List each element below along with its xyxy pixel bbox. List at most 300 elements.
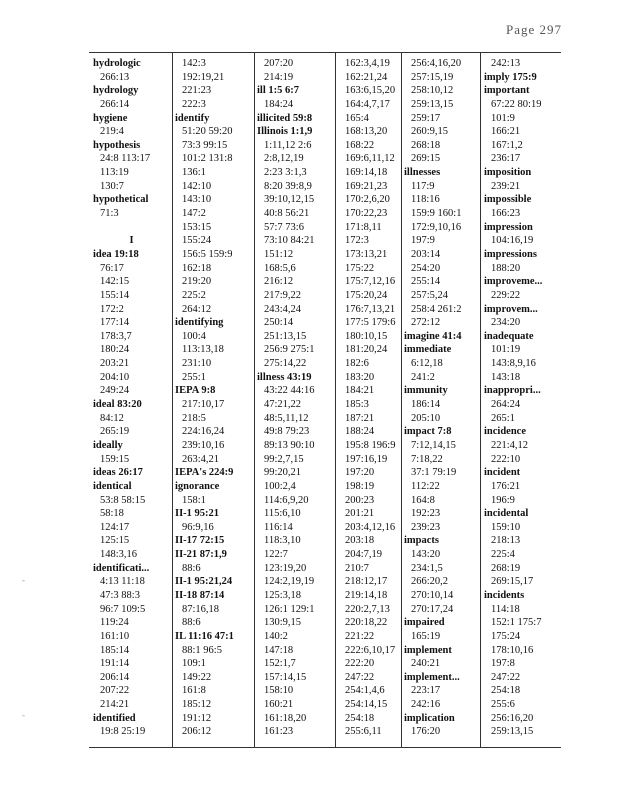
index-reference: 84:12 xyxy=(100,412,124,424)
index-reference: 101:19 xyxy=(491,344,521,356)
index-term: illness 43:19 xyxy=(257,371,312,383)
index-term: identified xyxy=(93,712,136,724)
index-reference: 219:4 xyxy=(100,126,124,138)
index-term: ignorance xyxy=(175,480,220,492)
index-reference: 136:1 xyxy=(182,167,206,179)
index-term: hygiene xyxy=(93,112,128,124)
index-reference: 114:6,9,20 xyxy=(264,494,309,506)
index-reference: 43:22 44:16 xyxy=(264,385,315,397)
index-reference: 222:3 xyxy=(182,98,206,110)
index-term: immediate xyxy=(404,344,452,356)
column-divider xyxy=(401,53,402,747)
index-reference: 157:14,15 xyxy=(264,671,307,683)
index-reference: 156:5 159:9 xyxy=(182,248,233,260)
index-term: improvem... xyxy=(484,303,538,315)
index-reference: 165:4 xyxy=(345,112,369,124)
index-reference: 73:10 84:21 xyxy=(264,235,315,247)
index-reference: 224:16,24 xyxy=(182,426,225,438)
index-term: ideal 83:20 xyxy=(93,399,142,411)
index-reference: 148:3,16 xyxy=(100,549,138,561)
index-reference: 260:9,15 xyxy=(411,126,449,138)
index-reference: 176:7,13,21 xyxy=(345,303,396,315)
index-reference: 257:15,19 xyxy=(411,71,454,83)
index-reference: 161:18,20 xyxy=(264,712,307,724)
index-reference: 2:8,12,19 xyxy=(264,153,304,165)
index-reference: 124:2,19,19 xyxy=(264,576,315,588)
index-reference: 88:6 xyxy=(182,617,201,629)
index-reference: 265:1 xyxy=(491,412,515,424)
index-reference: 71:3 xyxy=(100,208,119,220)
index-reference: 155:14 xyxy=(100,289,130,301)
index-reference: 126:1 129:1 xyxy=(264,603,315,615)
index-term: impact 7:8 xyxy=(404,426,452,438)
index-term: impressions xyxy=(484,248,537,260)
index-reference: 222:10 xyxy=(491,453,521,465)
margin-mark: - xyxy=(22,575,25,585)
index-reference: 163:6,15,20 xyxy=(345,85,396,97)
index-reference: 197:9 xyxy=(411,235,435,247)
index-reference: 164:8 xyxy=(411,494,435,506)
index-term: imposition xyxy=(484,167,532,179)
index-reference: 172:2 xyxy=(100,303,124,315)
index-reference: 254:20 xyxy=(411,262,441,274)
index-reference: 99:20,21 xyxy=(264,467,302,479)
index-term: incidental xyxy=(484,508,529,520)
index-column-6 xyxy=(484,53,561,747)
index-reference: 186:14 xyxy=(411,399,441,411)
index-reference: 254:14,15 xyxy=(345,699,388,711)
index-reference: 161:8 xyxy=(182,685,206,697)
index-term: IEPA 9:8 xyxy=(175,385,216,397)
index-reference: 1:11,12 2:6 xyxy=(264,139,312,151)
index-reference: 243:4,24 xyxy=(264,303,302,315)
index-reference: 152:1,7 xyxy=(264,658,296,670)
index-reference: 192:23 xyxy=(411,508,441,520)
index-reference: 176:21 xyxy=(491,480,521,492)
index-reference: 47:21,22 xyxy=(264,399,302,411)
index-reference: 204:10 xyxy=(100,371,130,383)
index-reference: 166:23 xyxy=(491,208,521,220)
column-divider xyxy=(335,53,336,747)
index-reference: 88:1 96:5 xyxy=(182,644,222,656)
index-reference: 162:3,4,19 xyxy=(345,58,390,69)
index-reference: 118:3,10 xyxy=(264,535,301,547)
index-reference: 266:14 xyxy=(100,98,130,110)
index-reference: 158:10 xyxy=(264,685,294,697)
index-reference: 269:15 xyxy=(411,153,441,165)
index-reference: 101:9 xyxy=(491,112,515,124)
index-term: II-17 72:15 xyxy=(175,535,225,547)
index-column-3 xyxy=(257,53,334,747)
index-reference: 96:9,16 xyxy=(182,521,214,533)
index-reference: 67:22 80:19 xyxy=(491,98,542,110)
index-term: impression xyxy=(484,221,533,233)
index-reference: 206:14 xyxy=(100,671,130,683)
index-reference: 225:2 xyxy=(182,289,206,301)
index-reference: 175:24 xyxy=(491,630,521,642)
index-column-1 xyxy=(93,53,170,747)
index-reference: 223:17 xyxy=(411,685,441,697)
index-reference: 171:8,11 xyxy=(345,221,382,233)
index-reference: 203:18 xyxy=(345,535,375,547)
index-reference: 180:24 xyxy=(100,344,130,356)
index-reference: 158:1 xyxy=(182,494,206,506)
index-reference: 143:20 xyxy=(411,549,441,561)
index-reference: 100:4 xyxy=(182,330,206,342)
index-reference: 142:10 xyxy=(182,180,212,192)
index-reference: 218:5 xyxy=(182,412,206,424)
index-reference: 219:20 xyxy=(182,276,212,288)
index-reference: 255:1 xyxy=(182,371,206,383)
index-term: imply 175:9 xyxy=(484,71,537,83)
index-reference: 48:5,11,12 xyxy=(264,412,309,424)
index-term: ill 1:5 6:7 xyxy=(257,85,299,97)
index-reference: 217:9,22 xyxy=(264,289,302,301)
index-reference: 242:13 xyxy=(491,58,521,69)
index-reference: 197:16,19 xyxy=(345,453,388,465)
index-reference: 203:14 xyxy=(411,248,441,260)
index-reference: 99:2,7,15 xyxy=(264,453,304,465)
index-reference: 100:2,4 xyxy=(264,480,296,492)
index-reference: 169:14,18 xyxy=(345,167,388,179)
index-reference: 117:9 xyxy=(411,180,435,192)
index-reference: 255:14 xyxy=(411,276,441,288)
index-reference: 177:14 xyxy=(100,317,130,329)
index-reference: 168:13,20 xyxy=(345,126,388,138)
index-reference: 159:10 xyxy=(491,521,521,533)
index-reference: 234:20 xyxy=(491,317,521,329)
index-reference: 140:2 xyxy=(264,630,288,642)
index-reference: 114:18 xyxy=(491,603,520,615)
index-reference: 181:20,24 xyxy=(345,344,388,356)
index-reference: 51:20 59:20 xyxy=(182,126,233,138)
index-reference: 263:4,21 xyxy=(182,453,220,465)
index-term: Illinois 1:1,9 xyxy=(257,126,313,138)
index-reference: 153:15 xyxy=(182,221,212,233)
index-reference: 123:19,20 xyxy=(264,562,307,574)
index-reference: 7:18,22 xyxy=(411,453,443,465)
index-reference: 184:24 xyxy=(264,98,294,110)
index-reference: 8:20 39:8,9 xyxy=(264,180,312,192)
index-reference: 254:18 xyxy=(491,685,521,697)
index-reference: 122:7 xyxy=(264,549,288,561)
index-term: ideas 26:17 xyxy=(93,467,143,479)
column-divider xyxy=(172,53,173,747)
index-reference: 88:6 xyxy=(182,562,201,574)
index-reference: 249:24 xyxy=(100,385,130,397)
index-term: ideally xyxy=(93,439,123,451)
index-reference: 172:9,10,16 xyxy=(411,221,462,233)
index-reference: 222:20 xyxy=(345,658,375,670)
index-reference: 57:7 73:6 xyxy=(264,221,304,233)
index-reference: 180:10,15 xyxy=(345,330,388,342)
index-reference: 178:3,7 xyxy=(100,330,132,342)
index-reference: 265:19 xyxy=(100,426,130,438)
index-reference: 220:2,7,13 xyxy=(345,603,390,615)
index-reference: 143:18 xyxy=(491,371,521,383)
index-reference: 196:9 xyxy=(491,494,515,506)
index-reference: 116:14 xyxy=(264,521,293,533)
index-reference: 37:1 79:19 xyxy=(411,467,457,479)
index-reference: 210:7 xyxy=(345,562,369,574)
index-reference: 207:20 xyxy=(264,58,294,69)
index-reference: 192:19,21 xyxy=(182,71,225,83)
index-reference: 167:1,2 xyxy=(491,139,523,151)
index-reference: 147:18 xyxy=(264,644,294,656)
index-reference: 118:16 xyxy=(411,194,440,206)
index-term: IEPA's 224:9 xyxy=(175,467,234,479)
index-reference: 170:2,6,20 xyxy=(345,194,390,206)
index-reference: 142:15 xyxy=(100,276,130,288)
index-reference: 266:20,2 xyxy=(411,576,449,588)
index-reference: 229:22 xyxy=(491,289,521,301)
index-term: hypothetical xyxy=(93,194,149,206)
index-reference: 176:20 xyxy=(411,726,441,738)
index-reference: 240:21 xyxy=(411,658,441,670)
index-reference: 168:22 xyxy=(345,139,375,151)
index-term: incidence xyxy=(484,426,526,438)
index-reference: 4:13 11:18 xyxy=(100,576,145,588)
index-reference: 19:8 25:19 xyxy=(100,726,146,738)
index-term: hydrologic xyxy=(93,58,141,69)
index-reference: 115:6,10 xyxy=(264,508,301,520)
index-reference: 187:21 xyxy=(345,412,375,424)
index-reference: 219:14,18 xyxy=(345,589,388,601)
index-reference: 188:24 xyxy=(345,426,375,438)
index-reference: 254:1,4,6 xyxy=(345,685,385,697)
index-reference: 168:5,6 xyxy=(264,262,296,274)
index-reference: 159:9 160:1 xyxy=(411,208,462,220)
index-reference: 256:9 275:1 xyxy=(264,344,315,356)
index-reference: 143:10 xyxy=(182,194,212,206)
index-reference: 247:22 xyxy=(491,671,521,683)
column-divider xyxy=(254,53,255,747)
index-reference: 161:23 xyxy=(264,726,294,738)
index-term: illnesses xyxy=(404,167,441,179)
index-reference: 160:21 xyxy=(264,699,294,711)
index-reference: 173:13,21 xyxy=(345,248,388,260)
index-reference: 161:10 xyxy=(100,630,130,642)
index-reference: 104:16,19 xyxy=(491,235,534,247)
index-reference: 250:14 xyxy=(264,317,294,329)
index-reference: 143:8,9,16 xyxy=(491,358,536,370)
index-reference: 151:12 xyxy=(264,248,294,260)
index-reference: 147:2 xyxy=(182,208,206,220)
index-reference: 177:5 179:6 xyxy=(345,317,396,329)
index-reference: 175:22 xyxy=(345,262,375,274)
index-term: I xyxy=(129,235,134,247)
index-reference: 185:12 xyxy=(182,699,212,711)
index-reference: 182:6 xyxy=(345,358,369,370)
index-reference: 259:13,15 xyxy=(411,98,454,110)
index-reference: 216:12 xyxy=(264,276,294,288)
index-reference: 266:13 xyxy=(100,71,130,83)
index-term: impaired xyxy=(404,617,445,629)
index-reference: 218:13 xyxy=(491,535,521,547)
index-reference: 178:10,16 xyxy=(491,644,534,656)
index-reference: 218:12,17 xyxy=(345,576,388,588)
index-term: IL 11:16 47:1 xyxy=(175,630,234,642)
index-reference: 257:5,24 xyxy=(411,289,449,301)
index-term: idea 19:18 xyxy=(93,248,139,260)
index-reference: 239:10,16 xyxy=(182,439,225,451)
index-reference: 247:22 xyxy=(345,671,375,683)
index-reference: 124:17 xyxy=(100,521,130,533)
blank-line xyxy=(93,221,170,235)
index-term: II-1 95:21 xyxy=(175,508,220,520)
index-reference: 275:14,22 xyxy=(264,358,307,370)
index-reference: 113:19 xyxy=(100,167,129,179)
index-reference: 251:13,15 xyxy=(264,330,307,342)
index-reference: 164:4,7,17 xyxy=(345,98,390,110)
index-reference: 149:22 xyxy=(182,671,212,683)
page-number-label: Page 297 xyxy=(505,22,562,37)
index-reference: 270:10,14 xyxy=(411,589,454,601)
index-term: inadequate xyxy=(484,330,534,342)
index-reference: 204:7,19 xyxy=(345,549,383,561)
index-reference: 197:8 xyxy=(491,658,515,670)
index-term: II-1 95:21,24 xyxy=(175,576,233,588)
index-reference: 207:22 xyxy=(100,685,130,697)
index-reference: 101:2 131:8 xyxy=(182,153,233,165)
index-reference: 76:17 xyxy=(100,262,124,274)
index-term: implement xyxy=(404,644,452,656)
index-reference: 191:14 xyxy=(100,658,130,670)
index-term: illicited 59:8 xyxy=(257,112,313,124)
index-column-2 xyxy=(175,53,252,747)
index-reference: 188:20 xyxy=(491,262,521,274)
index-reference: 272:12 xyxy=(411,317,441,329)
index-reference: 225:4 xyxy=(491,549,515,561)
index-reference: 201:21 xyxy=(345,508,375,520)
column-divider xyxy=(480,53,481,747)
index-term: II-21 87:1,9 xyxy=(175,549,227,561)
index-reference: 221:4,12 xyxy=(491,439,529,451)
index-term: important xyxy=(484,85,530,97)
index-reference: 112:22 xyxy=(411,480,440,492)
index-reference: 217:10,17 xyxy=(182,399,225,411)
index-term: incidents xyxy=(484,589,525,601)
index-reference: 255:6 xyxy=(491,699,515,711)
index-reference: 183:20 xyxy=(345,371,375,383)
index-reference: 58:18 xyxy=(100,508,124,520)
index-reference: 203:21 xyxy=(100,358,130,370)
index-reference: 254:18 xyxy=(345,712,375,724)
index-table xyxy=(89,52,561,748)
index-reference: 205:10 xyxy=(411,412,441,424)
index-reference: 125:15 xyxy=(100,535,130,547)
index-reference: 175:20,24 xyxy=(345,289,388,301)
index-term: incident xyxy=(484,467,521,479)
index-term: II-18 87:14 xyxy=(175,589,225,601)
index-reference: 159:15 xyxy=(100,453,130,465)
index-reference: 214:21 xyxy=(100,699,130,711)
index-reference: 191:12 xyxy=(182,712,212,724)
index-reference: 7:12,14,15 xyxy=(411,439,456,451)
index-reference: 49:8 79:23 xyxy=(264,426,310,438)
index-reference: 236:17 xyxy=(491,153,521,165)
index-reference: 239:23 xyxy=(411,521,441,533)
index-reference: 268:18 xyxy=(411,139,441,151)
index-reference: 259:13,15 xyxy=(491,726,534,738)
index-reference: 142:3 xyxy=(182,58,206,69)
index-reference: 169:6,11,12 xyxy=(345,153,395,165)
index-reference: 185:14 xyxy=(100,644,130,656)
index-reference: 203:4,12,16 xyxy=(345,521,396,533)
index-reference: 221:22 xyxy=(345,630,375,642)
index-term: identical xyxy=(93,480,132,492)
index-term: immunity xyxy=(404,385,448,397)
index-reference: 256:4,16,20 xyxy=(411,58,462,69)
index-term: impacts xyxy=(404,535,439,547)
index-reference: 184:21 xyxy=(345,385,375,397)
index-reference: 231:10 xyxy=(182,358,212,370)
index-reference: 39:10,12,15 xyxy=(264,194,315,206)
index-reference: 259:17 xyxy=(411,112,441,124)
index-reference: 166:21 xyxy=(491,126,521,138)
index-reference: 258:4 261:2 xyxy=(411,303,462,315)
index-reference: 172:3 xyxy=(345,235,369,247)
index-reference: 197:20 xyxy=(345,467,375,479)
index-reference: 264:12 xyxy=(182,303,212,315)
index-term: imagine 41:4 xyxy=(404,330,462,342)
index-reference: 270:17,24 xyxy=(411,603,454,615)
index-reference: 222:6,10,17 xyxy=(345,644,396,656)
index-reference: 239:21 xyxy=(491,180,521,192)
index-reference: 47:3 88:3 xyxy=(100,589,140,601)
index-term: inappropri... xyxy=(484,385,541,397)
index-reference: 200:23 xyxy=(345,494,375,506)
index-reference: 255:6,11 xyxy=(345,726,382,738)
index-reference: 96:7 109:5 xyxy=(100,603,146,615)
index-reference: 40:8 56:21 xyxy=(264,208,310,220)
index-reference: 6:12,18 xyxy=(411,358,443,370)
index-reference: 24:8 113:17 xyxy=(100,153,151,165)
index-reference: 185:3 xyxy=(345,399,369,411)
index-reference: 220:18,22 xyxy=(345,617,388,629)
index-term: implication xyxy=(404,712,455,724)
index-reference: 214:19 xyxy=(264,71,294,83)
index-reference: 89:13 90:10 xyxy=(264,439,315,451)
index-reference: 206:12 xyxy=(182,726,212,738)
index-reference: 165:19 xyxy=(411,630,441,642)
index-column-5 xyxy=(404,53,481,747)
index-reference: 162:21,24 xyxy=(345,71,388,83)
index-reference: 119:24 xyxy=(100,617,129,629)
index-reference: 269:15,17 xyxy=(491,576,534,588)
index-reference: 268:19 xyxy=(491,562,521,574)
margin-mark: - xyxy=(22,710,25,720)
index-reference: 109:1 xyxy=(182,658,206,670)
index-reference: 221:23 xyxy=(182,85,212,97)
index-term: hypothesis xyxy=(93,139,141,151)
index-reference: 125:3,18 xyxy=(264,589,302,601)
index-reference: 256:16,20 xyxy=(491,712,534,724)
index-term: impossible xyxy=(484,194,532,206)
index-reference: 87:16,18 xyxy=(182,603,220,615)
index-term: identifying xyxy=(175,317,224,329)
index-reference: 73:3 99:15 xyxy=(182,139,228,151)
index-reference: 241:2 xyxy=(411,371,435,383)
index-reference: 264:24 xyxy=(491,399,521,411)
index-reference: 258:10,12 xyxy=(411,85,454,97)
index-reference: 155:24 xyxy=(182,235,212,247)
index-reference: 152:1 175:7 xyxy=(491,617,542,629)
index-term: hydrology xyxy=(93,85,139,97)
index-reference: 242:16 xyxy=(411,699,441,711)
index-term: improveme... xyxy=(484,276,543,288)
index-reference: 198:19 xyxy=(345,480,375,492)
